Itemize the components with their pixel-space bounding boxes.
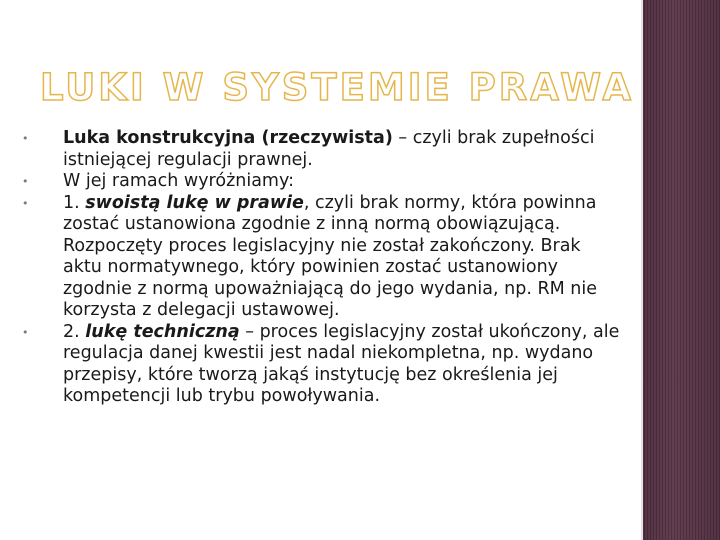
list-item	[22, 322, 622, 408]
bullet-icon: •	[22, 132, 29, 145]
list-item	[22, 193, 622, 322]
bullet-icon: •	[22, 196, 29, 210]
bullet-icon: •	[22, 325, 29, 339]
item-prefix: 1.	[63, 192, 86, 213]
item-text: – czyli brak zupełności istniejącej regulacji prawnej.	[63, 128, 595, 170]
term-emphasis: swoistą lukę w prawie	[85, 192, 304, 213]
item-text: W jej ramach wyróżniamy:	[63, 171, 294, 191]
term-emphasis: lukę techniczną	[85, 321, 240, 342]
term-bold: Luka konstrukcyjna (rzeczywista)	[63, 128, 393, 148]
bullet-icon: •	[22, 175, 29, 188]
item-prefix: 2.	[63, 321, 86, 342]
slide-title: LUKI W SYSTEMIE PRAWA	[40, 66, 635, 109]
decorative-side-stripe	[641, 0, 720, 540]
item-text: , czyli brak normy, która powinna zostać ustanowiona zgodnie z inną normą obowiązującą. Rozpoczęty proces legislacyjny nie został zakończony. Brak aktu normatywnego, który powinien zostać ustanowiony zgodnie z normą upoważniającą do jego wydania, np. RM nie korzysta z delegacji ustawowej.	[63, 192, 598, 320]
item-text: – proces legislacyjny został ukończony, ale regulacja danej kwestii jest nadal niekompletna, np. wydano przepisy, które tworzą jakąś instytucję bez określenia jej kompetencji lub trybu powoływania.	[63, 321, 620, 406]
list-item	[22, 128, 622, 171]
bullet-list	[22, 128, 622, 408]
list-item	[22, 171, 622, 193]
